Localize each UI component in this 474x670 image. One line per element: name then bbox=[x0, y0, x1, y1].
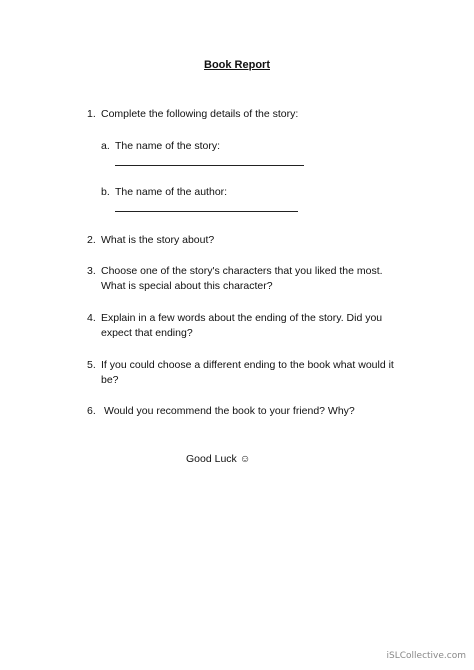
subitem-letter: a. bbox=[101, 140, 110, 152]
subitem-text: The name of the story: bbox=[115, 140, 221, 152]
answer-blank bbox=[115, 211, 298, 212]
subitem-text: The name of the author: bbox=[115, 186, 228, 198]
page-title: Book Report bbox=[204, 59, 270, 71]
item-number: 5. bbox=[87, 359, 96, 371]
item-number: 1. bbox=[87, 108, 96, 120]
closing-text: Good Luck ☺ bbox=[186, 453, 251, 465]
item-text: What is the story about? bbox=[101, 234, 215, 246]
item-number: 3. bbox=[87, 265, 96, 277]
item-text: be? bbox=[101, 374, 119, 386]
item-number: 4. bbox=[87, 312, 96, 324]
item-text: Complete the following details of the story: bbox=[101, 108, 299, 120]
item-text: Choose one of the story's characters that you liked the most. bbox=[101, 265, 383, 277]
item-text: Would you recommend the book to your friend? Why? bbox=[104, 405, 355, 417]
item-text: If you could choose a different ending to the book what would it bbox=[101, 359, 394, 371]
item-text: expect that ending? bbox=[101, 327, 193, 339]
item-number: 6. bbox=[87, 405, 96, 417]
watermark: iSLCollective.com bbox=[386, 651, 466, 661]
answer-blank bbox=[115, 165, 304, 166]
item-text: What is special about this character? bbox=[101, 280, 273, 292]
subitem-letter: b. bbox=[101, 186, 110, 198]
item-text: Explain in a few words about the ending of the story. Did you bbox=[101, 312, 383, 324]
item-number: 2. bbox=[87, 234, 96, 246]
